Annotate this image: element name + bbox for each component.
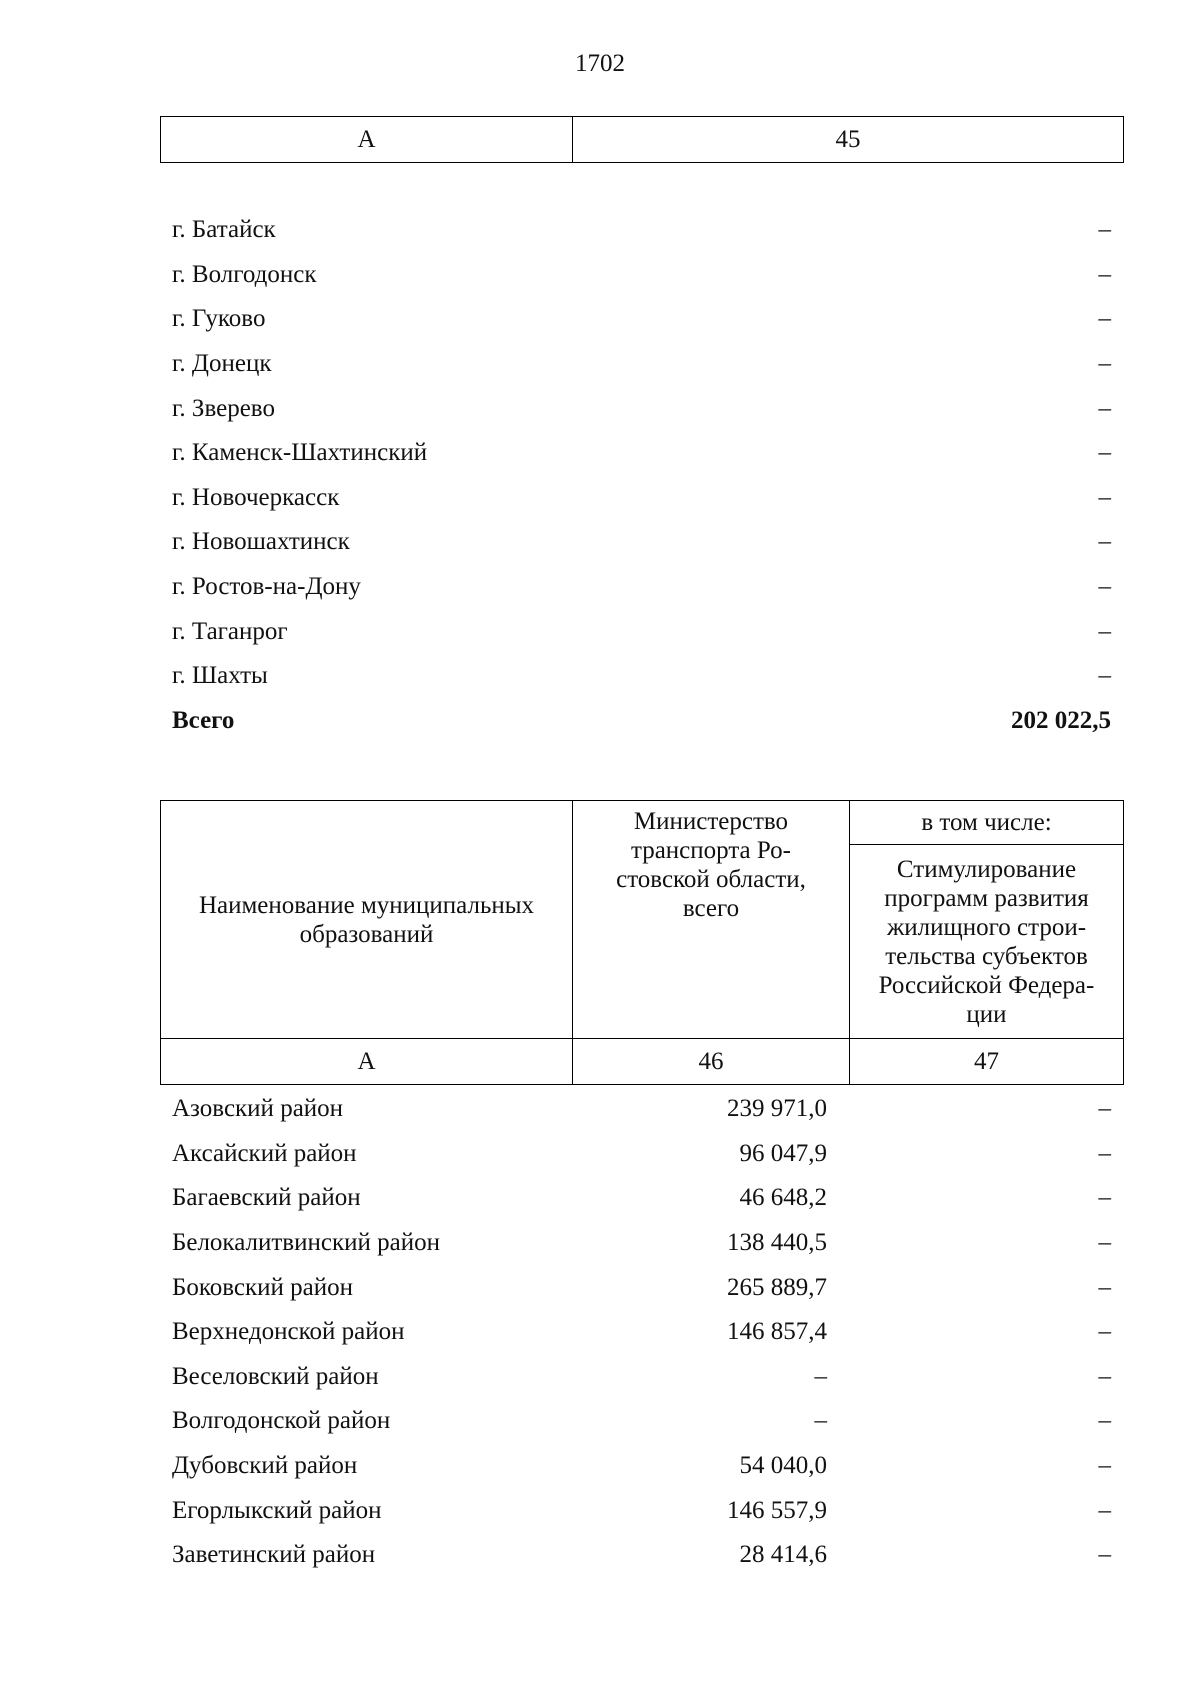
row-value-47: –	[1098, 1229, 1111, 1257]
row-name: г. Таганрог	[172, 617, 288, 645]
row-value: –	[1098, 617, 1111, 645]
table-row	[160, 609, 1123, 654]
row-value-46: 54 040,0	[739, 1452, 827, 1480]
row-value-46: –	[814, 1362, 827, 1390]
row-name: Боковский район	[172, 1273, 353, 1301]
row-value-46: –	[814, 1407, 827, 1435]
table1-header-col-a: А	[161, 117, 573, 163]
row-value: –	[1098, 573, 1111, 601]
row-value: –	[1098, 305, 1111, 333]
header-ministry-total: Министерство транспорта Ро-стовской области, всего	[573, 801, 850, 1039]
row-name: г. Шахты	[172, 662, 268, 690]
row-value: –	[1098, 394, 1111, 422]
row-name: Дубовский район	[172, 1452, 358, 1480]
row-name: г. Донецк	[172, 350, 272, 378]
row-value-46: 96 047,9	[739, 1139, 827, 1167]
row-name: г. Каменск-Шахтинский	[172, 439, 428, 467]
row-value: –	[1098, 528, 1111, 556]
table-row	[160, 1310, 1123, 1355]
row-value-46: 46 648,2	[739, 1184, 827, 1212]
page-number: 1702	[575, 50, 625, 77]
row-value-46: 138 440,5	[727, 1229, 827, 1257]
table-row	[160, 1132, 1123, 1177]
table-row	[160, 1488, 1123, 1533]
table-row	[160, 1399, 1123, 1444]
table-row	[160, 1355, 1123, 1400]
row-value-47: –	[1098, 1541, 1111, 1569]
table-row	[160, 1444, 1123, 1489]
table1-body	[160, 208, 1123, 743]
table1-header-col-45: 45	[573, 117, 1124, 163]
row-name: Веселовский район	[172, 1362, 379, 1390]
header-num-47: 47	[850, 1039, 1124, 1085]
table-row	[160, 1087, 1123, 1132]
table2-header	[160, 800, 1124, 1085]
row-value-47: –	[1098, 1273, 1111, 1301]
row-name: г. Ростов-на-Дону	[172, 573, 361, 601]
table2-body	[160, 1087, 1123, 1578]
table-row	[160, 654, 1123, 699]
row-value-47: –	[1098, 1362, 1111, 1390]
row-name: г. Волгодонск	[172, 260, 317, 288]
row-value-47: –	[1098, 1139, 1111, 1167]
table-row	[160, 342, 1123, 387]
table-row	[160, 565, 1123, 610]
header-including: в том числе:	[850, 801, 1124, 845]
row-name: Верхнедонской район	[172, 1318, 405, 1346]
total-value: 202 022,5	[1011, 706, 1111, 734]
table1-header	[160, 116, 1124, 163]
row-name: г. Новошахтинск	[172, 528, 350, 556]
row-value-46: 146 857,4	[727, 1318, 827, 1346]
table-row	[160, 1176, 1123, 1221]
row-value-47: –	[1098, 1184, 1111, 1212]
header-housing-stimulation: Стимулирование программ развития жилищного строи-тельства субъектов Российской Федера-ции	[850, 845, 1124, 1039]
row-value-46: 146 557,9	[727, 1496, 827, 1524]
row-name: Егорлыкский район	[172, 1496, 382, 1524]
table-row	[160, 1221, 1123, 1266]
row-name: Волгодонской район	[172, 1407, 391, 1435]
table-row	[160, 386, 1123, 431]
row-name: г. Зверево	[172, 394, 275, 422]
row-value-46: 28 414,6	[739, 1541, 827, 1569]
total-label: Всего	[172, 706, 235, 734]
row-value: –	[1098, 216, 1111, 244]
header-municipality-name: Наименование муниципальных образований	[161, 801, 573, 1039]
row-name: г. Новочеркасск	[172, 483, 340, 511]
row-value: –	[1098, 260, 1111, 288]
row-name: г. Гуково	[172, 305, 266, 333]
table-row	[160, 431, 1123, 476]
row-name: Азовский район	[172, 1095, 344, 1123]
table-row	[160, 253, 1123, 298]
row-value-47: –	[1098, 1452, 1111, 1480]
row-value: –	[1098, 483, 1111, 511]
row-value-47: –	[1098, 1407, 1111, 1435]
table-row	[160, 520, 1123, 565]
row-value-47: –	[1098, 1318, 1111, 1346]
header-num-a: А	[161, 1039, 573, 1085]
row-name: Аксайский район	[172, 1139, 357, 1167]
table-row	[160, 476, 1123, 521]
table-row	[160, 297, 1123, 342]
row-value-47: –	[1098, 1496, 1111, 1524]
header-num-46: 46	[573, 1039, 850, 1085]
table-row	[160, 1533, 1123, 1578]
row-value: –	[1098, 439, 1111, 467]
row-name: Белокалитвинский район	[172, 1229, 440, 1257]
row-value-46: 265 889,7	[727, 1273, 827, 1301]
table-row	[160, 208, 1123, 253]
row-name: Багаевский район	[172, 1184, 361, 1212]
total-row	[160, 699, 1123, 744]
row-name: Заветинский район	[172, 1541, 376, 1569]
row-value-47: –	[1098, 1095, 1111, 1123]
table-row	[160, 1265, 1123, 1310]
row-value-46: 239 971,0	[727, 1095, 827, 1123]
row-name: г. Батайск	[172, 216, 276, 244]
row-value: –	[1098, 350, 1111, 378]
row-value: –	[1098, 662, 1111, 690]
